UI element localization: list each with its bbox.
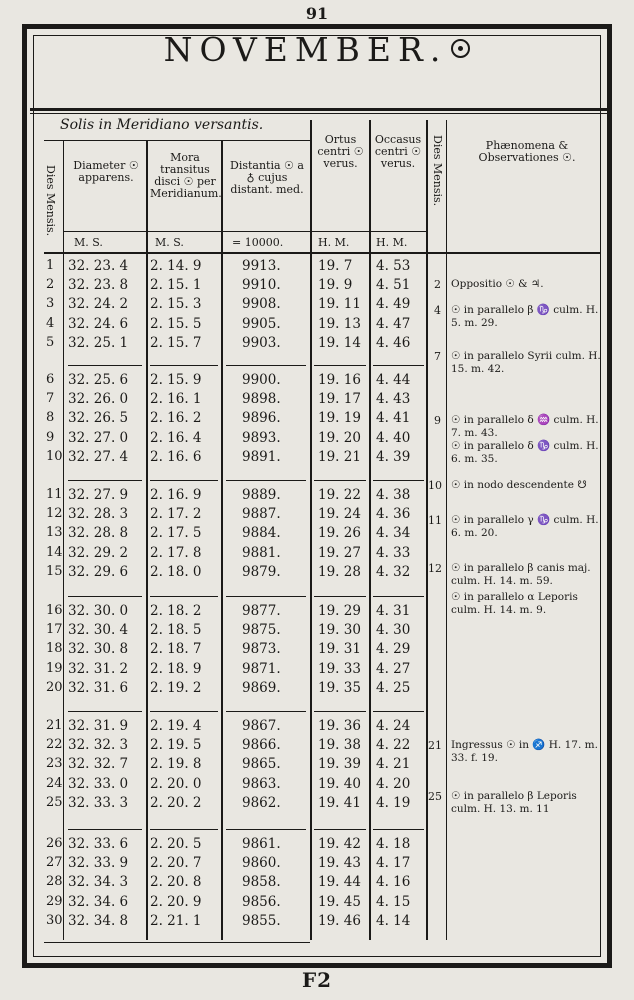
row-dist-cell: 9887. [242, 506, 281, 523]
row-dist-cell: 9861. [242, 836, 281, 852]
header-phaenomena: Phænomena & Observationes ☉. [478, 139, 576, 164]
row-ortus-cell: 19. 40 [318, 775, 361, 792]
row-dist-cell: 9891. [242, 448, 281, 465]
group-separator [314, 711, 366, 712]
row-occ-cell: 4. 47 [376, 315, 411, 332]
row-dist-cell: 9889. [242, 487, 281, 503]
row-diam-cell: 32. 33. 9 [68, 855, 129, 872]
row-ortus-cell: 19. 42 [318, 836, 361, 852]
row-day-cell: 8 [46, 410, 55, 426]
row-diam-cell: 32. 34. 3 [68, 874, 129, 891]
phenomenon-day: 25 [428, 790, 442, 803]
row-dist-cell: 9858. [242, 874, 281, 891]
row-ortus-cell: 19. 36 [318, 718, 361, 734]
row-diam-cell: 32. 26. 5 [68, 410, 129, 427]
row-day-cell: 16 [46, 603, 63, 618]
unit-mora: M. S. [155, 236, 184, 249]
row-ortus-cell: 19. 38 [318, 737, 361, 754]
row-diam-cell: 32. 31. 9 [68, 718, 129, 734]
row-dist-cell: 9860. [242, 855, 281, 872]
row-day-cell: 21 [46, 718, 63, 733]
row-ortus-cell: 19. 39 [318, 756, 361, 773]
row-ortus-cell: 19. 28 [318, 563, 361, 580]
row-mora-cell: 2. 20. 8 [150, 874, 202, 891]
group-separator [226, 829, 306, 830]
row-dist-cell: 9855. [242, 912, 281, 929]
row-ortus-cell: 19. 45 [318, 893, 361, 910]
row-occ-cell: 4. 32 [376, 563, 411, 580]
row-diam-cell: 32. 31. 6 [68, 679, 129, 696]
row-day-cell: 1 [46, 258, 55, 273]
group-separator [373, 480, 424, 481]
row-occ-cell: 4. 49 [376, 296, 411, 313]
row-diam-cell: 32. 23. 4 [68, 258, 129, 274]
row-mora-cell: 2. 14. 9 [150, 258, 202, 274]
row-mora-cell: 2. 20. 0 [150, 775, 202, 792]
row-ortus-cell: 19. 27 [318, 544, 361, 561]
row-ortus-cell: 19. 7 [318, 258, 353, 274]
group-separator [68, 711, 142, 712]
row-occ-cell: 4. 20 [376, 775, 411, 792]
row-mora-cell: 2. 20. 5 [150, 836, 202, 852]
phenomenon-text: ☉ in parallelo α Leporis culm. H. 14. m. 9. [451, 591, 578, 616]
row-day-cell: 3 [46, 296, 55, 312]
row-occ-cell: 4. 15 [376, 893, 411, 910]
row-diam-cell: 32. 33. 6 [68, 836, 129, 852]
row-day-cell: 27 [46, 855, 63, 871]
row-occ-cell: 4. 24 [376, 718, 411, 734]
row-mora-cell: 2. 18. 9 [150, 660, 202, 677]
phenomenon-day: 21 [428, 739, 442, 752]
phenomenon-text: ☉ in parallelo β canis maj. culm. H. 14. m. 59. [451, 562, 591, 587]
row-day-cell: 7 [46, 391, 55, 407]
row-ortus-cell: 19. 20 [318, 429, 361, 446]
group-separator [314, 480, 366, 481]
row-day-cell: 2 [46, 277, 55, 293]
phenomenon-text: ☉ in parallelo δ ♒ culm. H. 7. m. 43. [451, 414, 599, 439]
row-ortus-cell: 19. 21 [318, 448, 361, 465]
row-occ-cell: 4. 19 [376, 794, 411, 811]
row-day-cell: 13 [46, 525, 63, 541]
row-diam-cell: 32. 32. 3 [68, 737, 129, 754]
row-ortus-cell: 19. 31 [318, 641, 361, 658]
row-diam-cell: 32. 29. 6 [68, 563, 129, 580]
row-day-cell: 19 [46, 660, 63, 676]
group-separator [150, 480, 218, 481]
group-separator [68, 596, 142, 597]
row-diam-cell: 32. 28. 8 [68, 525, 129, 542]
unit-ortus: H. M. [318, 236, 350, 249]
row-diam-cell: 32. 27. 4 [68, 448, 129, 465]
row-mora-cell: 2. 15. 9 [150, 372, 202, 388]
row-ortus-cell: 19. 13 [318, 315, 361, 332]
row-diam-cell: 32. 26. 0 [68, 391, 129, 408]
row-diam-cell: 32. 30. 8 [68, 641, 129, 658]
row-day-cell: 20 [46, 679, 63, 695]
row-day-cell: 26 [46, 836, 63, 851]
row-dist-cell: 9871. [242, 660, 281, 677]
row-occ-cell: 4. 36 [376, 506, 411, 523]
row-occ-cell: 4. 17 [376, 855, 411, 872]
row-dist-cell: 9881. [242, 544, 281, 561]
row-dist-cell: 9910. [242, 277, 281, 294]
row-occ-cell: 4. 40 [376, 429, 411, 446]
phenomenon-day: 7 [434, 350, 441, 363]
row-dist-cell: 9863. [242, 775, 281, 792]
phenomenon-text: ☉ in nodo descendente ☋ [451, 479, 587, 491]
row-dist-cell: 9903. [242, 334, 281, 351]
row-day-cell: 10 [46, 448, 63, 464]
row-diam-cell: 32. 30. 0 [68, 603, 129, 619]
group-separator [150, 365, 218, 366]
row-ortus-cell: 19. 33 [318, 660, 361, 677]
row-occ-cell: 4. 39 [376, 448, 411, 465]
header-mora: Mora transitus disci ☉ per Meridianum. [150, 151, 222, 200]
row-diam-cell: 32. 25. 1 [68, 334, 129, 351]
row-diam-cell: 32. 29. 2 [68, 544, 129, 561]
row-mora-cell: 2. 19. 4 [150, 718, 202, 734]
row-dist-cell: 9879. [242, 563, 281, 580]
row-day-cell: 23 [46, 756, 63, 772]
phenomenon-text: Oppositio ☉ & ♃. [451, 278, 544, 290]
row-occ-cell: 4. 44 [376, 372, 411, 388]
group-separator [226, 711, 306, 712]
page-number: 91 [305, 4, 329, 23]
subheader: Solis in Meridiano versantis. [60, 117, 264, 133]
group-separator [68, 480, 142, 481]
row-ortus-cell: 19. 26 [318, 525, 361, 542]
row-day-cell: 14 [46, 544, 63, 560]
row-ortus-cell: 19. 14 [318, 334, 361, 351]
row-dist-cell: 9867. [242, 718, 281, 734]
title-rule [30, 108, 608, 111]
group-separator [150, 596, 218, 597]
header-occasus: Occasus centri ☉ verus. [374, 133, 422, 170]
row-diam-cell: 32. 24. 2 [68, 296, 129, 313]
row-diam-cell: 32. 24. 6 [68, 315, 129, 332]
group-separator [226, 596, 306, 597]
row-mora-cell: 2. 16. 9 [150, 487, 202, 503]
row-occ-cell: 4. 46 [376, 334, 411, 351]
row-occ-cell: 4. 43 [376, 391, 411, 408]
group-separator [68, 365, 142, 366]
row-mora-cell: 2. 15. 3 [150, 296, 202, 313]
phenomenon-day: 2 [434, 278, 441, 291]
row-diam-cell: 32. 31. 2 [68, 660, 129, 677]
row-ortus-cell: 19. 19 [318, 410, 361, 427]
row-dist-cell: 9908. [242, 296, 281, 313]
row-occ-cell: 4. 18 [376, 836, 411, 852]
unit-diameter: M. S. [74, 236, 103, 249]
row-dist-cell: 9905. [242, 315, 281, 332]
row-diam-cell: 32. 32. 7 [68, 756, 129, 773]
row-diam-cell: 32. 34. 8 [68, 912, 129, 929]
row-day-cell: 18 [46, 641, 63, 657]
row-occ-cell: 4. 53 [376, 258, 411, 274]
row-day-cell: 22 [46, 737, 63, 753]
group-separator [373, 365, 424, 366]
row-ortus-cell: 19. 44 [318, 874, 361, 891]
phenomenon-day: 12 [428, 562, 442, 575]
row-mora-cell: 2. 16. 1 [150, 391, 202, 408]
row-ortus-cell: 19. 22 [318, 487, 361, 503]
phenomenon-day: 11 [428, 514, 442, 527]
row-day-cell: 25 [46, 794, 63, 810]
row-occ-cell: 4. 30 [376, 622, 411, 639]
row-ortus-cell: 19. 43 [318, 855, 361, 872]
row-diam-cell: 32. 28. 3 [68, 506, 129, 523]
group-separator [314, 829, 366, 830]
phenomenon-text: ☉ in parallelo β ♑ culm. H. 5. m. 29. [451, 304, 599, 329]
row-day-cell: 9 [46, 429, 55, 445]
group-separator [226, 365, 306, 366]
group-separator [314, 365, 366, 366]
row-day-cell: 30 [46, 912, 63, 928]
row-occ-cell: 4. 14 [376, 912, 411, 929]
row-ortus-cell: 19. 9 [318, 277, 353, 294]
row-day-cell: 24 [46, 775, 63, 791]
row-dist-cell: 9877. [242, 603, 281, 619]
row-dist-cell: 9869. [242, 679, 281, 696]
row-day-cell: 6 [46, 372, 55, 387]
row-dist-cell: 9866. [242, 737, 281, 754]
row-day-cell: 5 [46, 334, 55, 350]
row-ortus-cell: 19. 11 [318, 296, 361, 313]
header-dies-mensis-2: Dies Mensis. [431, 135, 444, 207]
month-title [0, 30, 634, 69]
row-mora-cell: 2. 20. 9 [150, 893, 202, 910]
phenomenon-text: ☉ in parallelo δ ♑ culm. H. 6. m. 35. [451, 440, 599, 465]
row-mora-cell: 2. 18. 2 [150, 603, 202, 619]
row-occ-cell: 4. 29 [376, 641, 411, 658]
signature-mark: F2 [301, 968, 333, 992]
row-day-cell: 11 [46, 487, 63, 502]
phenomenon-text: ☉ in parallelo γ ♑ culm. H. 6. m. 20. [451, 514, 599, 539]
row-dist-cell: 9865. [242, 756, 281, 773]
row-mora-cell: 2. 19. 2 [150, 679, 202, 696]
row-diam-cell: 32. 25. 6 [68, 372, 129, 388]
phenomenon-text: Ingressus ☉ in ♐ H. 17. m. 33. f. 19. [451, 739, 598, 764]
phenomenon-day: 9 [434, 414, 441, 427]
row-mora-cell: 2. 17. 5 [150, 525, 202, 542]
row-mora-cell: 2. 16. 6 [150, 448, 202, 465]
row-mora-cell: 2. 18. 5 [150, 622, 202, 639]
row-mora-cell: 2. 19. 8 [150, 756, 202, 773]
row-occ-cell: 4. 21 [376, 756, 411, 773]
row-mora-cell: 2. 17. 8 [150, 544, 202, 561]
row-diam-cell: 32. 33. 0 [68, 775, 129, 792]
row-day-cell: 17 [46, 622, 63, 638]
row-mora-cell: 2. 15. 7 [150, 334, 202, 351]
group-separator [150, 829, 218, 830]
row-mora-cell: 2. 19. 5 [150, 737, 202, 754]
row-occ-cell: 4. 41 [376, 410, 411, 427]
row-occ-cell: 4. 16 [376, 874, 411, 891]
row-diam-cell: 32. 30. 4 [68, 622, 129, 639]
row-ortus-cell: 19. 46 [318, 912, 361, 929]
group-separator [373, 596, 424, 597]
phenomenon-day: 4 [434, 304, 441, 317]
header-dies-mensis: Dies Mensis. [44, 165, 57, 237]
phenomenon-day: 10 [428, 479, 442, 492]
row-mora-cell: 2. 20. 7 [150, 855, 202, 872]
group-separator [226, 480, 306, 481]
row-dist-cell: 9898. [242, 391, 281, 408]
unit-occasus: H. M. [376, 236, 408, 249]
row-ortus-cell: 19. 17 [318, 391, 361, 408]
row-day-cell: 29 [46, 893, 63, 909]
row-occ-cell: 4. 51 [376, 277, 411, 294]
row-diam-cell: 32. 27. 0 [68, 429, 129, 446]
row-ortus-cell: 19. 24 [318, 506, 361, 523]
row-mora-cell: 2. 21. 1 [150, 912, 202, 929]
row-ortus-cell: 19. 16 [318, 372, 361, 388]
row-day-cell: 15 [46, 563, 63, 579]
row-diam-cell: 32. 23. 8 [68, 277, 129, 294]
phenomenon-text: ☉ in parallelo Syrii culm. H. 15. m. 42. [451, 350, 601, 375]
row-day-cell: 28 [46, 874, 63, 890]
row-mora-cell: 2. 17. 2 [150, 506, 202, 523]
row-mora-cell: 2. 18. 7 [150, 641, 202, 658]
row-mora-cell: 2. 16. 2 [150, 410, 202, 427]
header-ortus: Ortus centri ☉ verus. [317, 133, 364, 170]
row-occ-cell: 4. 33 [376, 544, 411, 561]
group-separator [373, 829, 424, 830]
row-diam-cell: 32. 34. 6 [68, 893, 129, 910]
row-mora-cell: 2. 15. 1 [150, 277, 202, 294]
group-separator [314, 596, 366, 597]
row-day-cell: 12 [46, 506, 63, 522]
row-dist-cell: 9913. [242, 258, 281, 274]
row-ortus-cell: 19. 41 [318, 794, 361, 811]
header-distantia: Distantia ☉ a ♁ cujus distant. med. [230, 159, 304, 196]
row-dist-cell: 9884. [242, 525, 281, 542]
row-dist-cell: 9873. [242, 641, 281, 658]
phenomenon-text: ☉ in parallelo β Leporis culm. H. 13. m. 11 [451, 790, 577, 815]
header-diameter: Diameter ☉ apparens. [73, 159, 139, 184]
row-occ-cell: 4. 38 [376, 487, 411, 503]
row-mora-cell: 2. 18. 0 [150, 563, 202, 580]
sun-icon [451, 39, 470, 58]
group-separator [68, 829, 142, 830]
row-dist-cell: 9856. [242, 893, 281, 910]
row-occ-cell: 4. 22 [376, 737, 411, 754]
row-dist-cell: 9896. [242, 410, 281, 427]
row-ortus-cell: 19. 30 [318, 622, 361, 639]
row-diam-cell: 32. 33. 3 [68, 794, 129, 811]
row-dist-cell: 9875. [242, 622, 281, 639]
row-occ-cell: 4. 27 [376, 660, 411, 677]
row-mora-cell: 2. 15. 5 [150, 315, 202, 332]
row-dist-cell: 9862. [242, 794, 281, 811]
row-mora-cell: 2. 16. 4 [150, 429, 202, 446]
month-title-text: NOVEMBER. [163, 30, 448, 69]
row-ortus-cell: 19. 35 [318, 679, 361, 696]
row-occ-cell: 4. 31 [376, 603, 411, 619]
row-diam-cell: 32. 27. 9 [68, 487, 129, 503]
row-dist-cell: 9893. [242, 429, 281, 446]
row-day-cell: 4 [46, 315, 55, 331]
row-occ-cell: 4. 34 [376, 525, 411, 542]
row-occ-cell: 4. 25 [376, 679, 411, 696]
row-ortus-cell: 19. 29 [318, 603, 361, 619]
row-mora-cell: 2. 20. 2 [150, 794, 202, 811]
bottom-rule [44, 942, 310, 943]
row-dist-cell: 9900. [242, 372, 281, 388]
group-separator [150, 711, 218, 712]
group-separator [373, 711, 424, 712]
unit-distantia: = 10000. [232, 236, 284, 249]
